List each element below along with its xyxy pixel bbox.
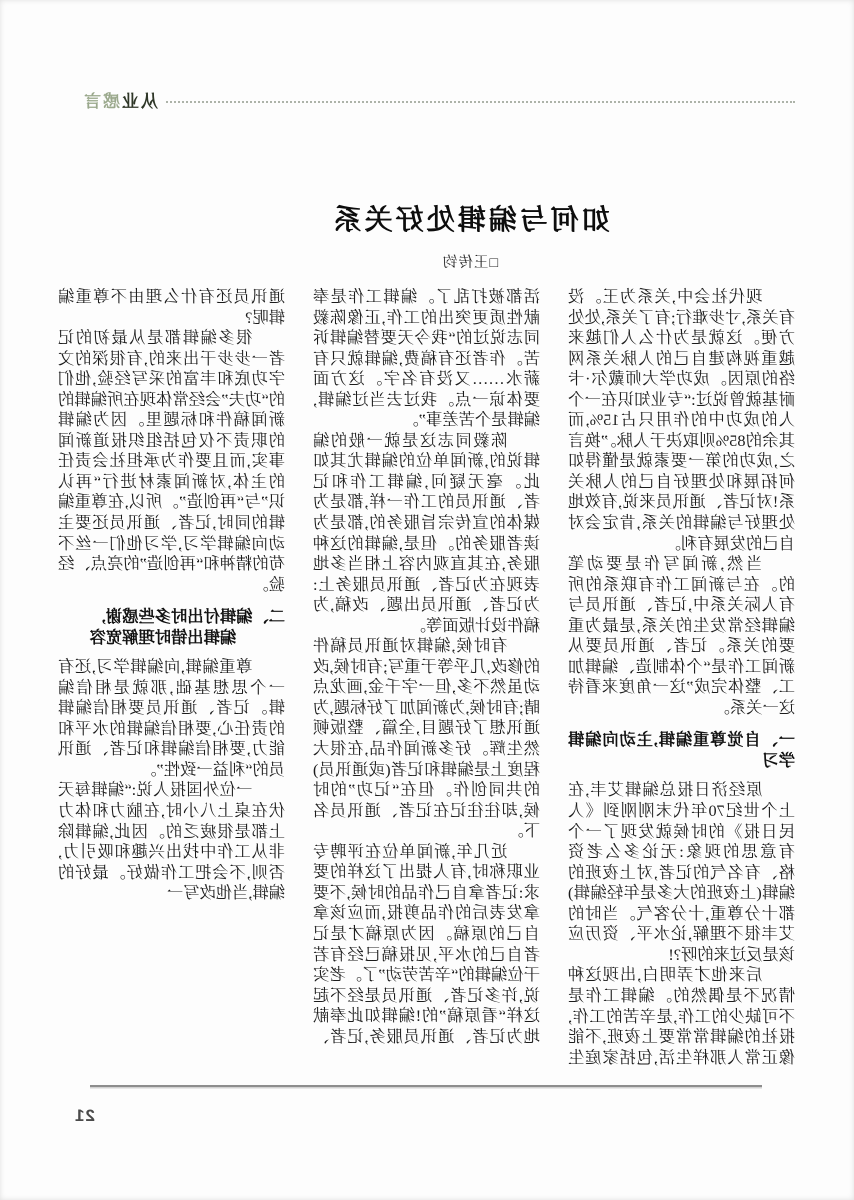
dotted-leader-rule bbox=[166, 101, 795, 103]
section-label bbox=[82, 87, 158, 112]
body-paragraph: 有时候,编辑对通讯员稿件的修改,几乎等于重写;有时候,改动虽然不多,但一字千金,画龙点睛;有时候,为新闻加了好标题,为通讯想了好题目,全篇、整版顿然生辉。好多新闻作品,在很大程度上是编辑和记者(或通讯员)的共同创作。但在“记功”的时候,却往往记在记者、通讯员名下。 bbox=[313, 636, 540, 841]
section-heading: 二、编辑付出时多些感谢, 编辑出错时理解宽容 bbox=[89, 607, 285, 648]
body-paragraph: 很多编辑都是从最初的记者一步步干出来的,有很深的文字功底和丰富的采写经验,他们的“功夫”会经常体现在所编辑的新闻稿件和标题里。因为编辑的职责不仅包括组织报道新闻事实,而且要作为承担社会责任的主体,对新闻素材进行“再认识”与“再创造”。所以,在尊重编辑的同时,记者、通讯员还要主动向编辑学习,学习他们一丝不苟的精神和“再创造”的亮点、经验。 bbox=[58, 328, 285, 594]
section-heading: 一、自觉尊重编辑,主动向编辑学习 bbox=[568, 730, 795, 771]
body-paragraph: 近几年,新闻单位在评聘专业职称时,有人提出了这样的要求:记者拿自己作品的时候,不要拿发表后的作品剪报,而应该拿自己的原稿。因为原稿才是记者自己的水平,见报稿已经有若干位编辑的“辛苦劳动”了。老实说,许多记者、通讯员是经不起这样“看原稿”的!编辑如此奉献地为记者、通讯员服务,记者、通讯员还有什么理由不尊重编辑呢? bbox=[58, 287, 540, 1046]
body-paragraph: 后来他才弄明白,出现这种情况不是偶然的。编辑工作是不可缺少的工作,是辛苦的工作,报社的编辑常常要上夜班,不能像正常人那样生活,包括家庭生活都被打乱了。编辑工作是奉献性质更突出的工作,正像陈毅同志说过的“我今天要替编辑诉苦。作者还有稿费,编辑就只有薪水……又没有名字。这方面要体谅一点。我过去当过编辑,编辑是个苦差事”。 bbox=[313, 287, 795, 1067]
footer-rule bbox=[90, 1085, 762, 1087]
article-columns bbox=[58, 287, 795, 1085]
section-label-bold: 从业 bbox=[120, 91, 158, 111]
title-block bbox=[0, 198, 854, 272]
body-paragraph: 尊重编辑,向编辑学习,还有一个思想基础,那就是相信编辑。记者、通讯员要相信编辑的责任心,要相信编辑的水平和能力,要相信编辑和记者、通讯员的“利益一致性”。 bbox=[58, 657, 285, 779]
page-number: 21 bbox=[74, 1106, 95, 1125]
page-title: 如何与编辑处好关系 bbox=[330, 205, 610, 236]
body-paragraph: 一位外国报人说:“编辑每天伏在桌上八小时,在脑力和体力上都是很疲乏的。因此,编辑除非从工作中找出兴趣和吸引力,否则,不会把工作做好。最好的编辑,当他改写一 bbox=[58, 780, 285, 903]
body-paragraph: 原经济日报总编辑艾丰,在上个世纪70年代末刚刚到《人民日报》的时候就发现了一个有意思的现象:无论多么老资格、有名气的记者,对上夜班的编辑(上夜班的大多是年轻编辑)都十分尊重,十分客气。当时的艾丰很不理解,论水平、资历应该是反过来的呀?! bbox=[568, 780, 795, 964]
author-byline: □王传钧 bbox=[441, 255, 499, 271]
body-paragraph: 现代社会中,关系为王。没有关系,寸步难行;有了关系,处处方便。这就是为什么人们越来越重视构建自己的人脉关系网络的原因。成功学大师戴尔·卡耐基就曾说过:“专业知识在一个人的成功中的作用只占15%,而其余的85%则取决于人脉。”换言之,成功的第一要素就是懂得如何拓展和处理好自己的人脉关系!对记者、通讯员来说,有效地处理好与编辑的关系,肯定会对自己的发展有利。 bbox=[568, 287, 795, 553]
section-label-light: 感言 bbox=[82, 91, 120, 111]
section-heading-line2: 编辑出错时理解宽容 bbox=[89, 628, 237, 648]
body-paragraph: 陈毅同志这是就一般的编辑说的,新闻单位的编辑尤其如此。毫无疑问,编辑工作和记者、通讯员的工作一样,都是为媒体的宣传宗旨服务的,都是为读者服务的。但是,编辑的这种服务,在其直观内容上相当多地表现在为记者、通讯员服务上:为记者、通讯员出题、改稿,为稿件设计版面等。 bbox=[313, 430, 540, 635]
page-header bbox=[82, 88, 795, 110]
body-paragraph: 当然,新闻写作是要动笔的。在与新闻工作有联系的所有人际关系中,记者、通讯员与编辑经常发生的关系,是最为重要的关系。记者、通讯员要从新闻工作是“个体制造、编辑加工、整体完成”这一角度来看待这一关系。 bbox=[568, 554, 795, 717]
